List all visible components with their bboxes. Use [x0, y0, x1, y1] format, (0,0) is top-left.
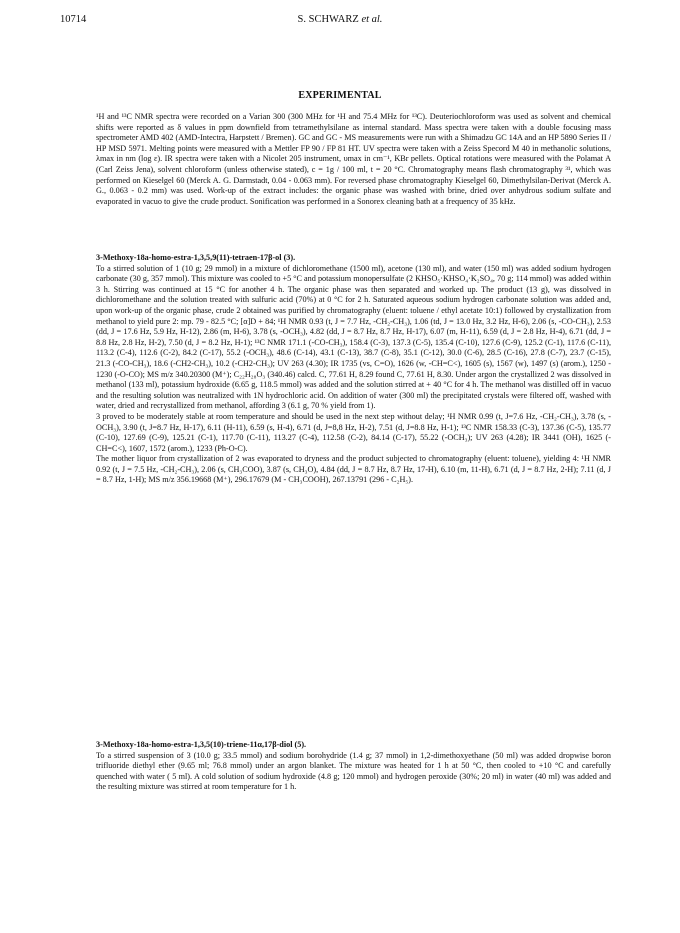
- page-number: 10714: [60, 14, 87, 25]
- running-title: [60, 14, 620, 25]
- compound-3-section: [96, 253, 611, 486]
- running-etal: et al.: [361, 14, 383, 25]
- compound-4-description: The mother liquor from crystallization of 2 was evaporated to dryness and the product subjected to chromatography (eluent: toluene), yielding 4: ¹H NMR 0.92 (t, J = 7.5 Hz, -CH₂-CH₃), 2.06 (s, CH₃COO), 3.87 (s, CH₃O), 4.84 (dd, J = 8.7 Hz, 8.7 Hz, 17-H), 6.10 (m, 11-H), 6.71 (d, J = 8.7 Hz, 2-H); 7.11 (d, J = 8.7 Hz, 1-H); MS m/z 356.19668 (M⁺), 296.17679 (M - CH₃COOH), 267.13791 (296 - C₂H₅).: [96, 454, 611, 485]
- intro-text: ¹H and ¹³C NMR spectra were recorded on a Varian 300 (300 MHz for ¹H and 75.4 MHz for ¹³C). Deuteriochloroform was used as solvent and chemical shifts were reported as δ values in ppm downfield from tetramethylsilane as internal standard. Mass spectra were taken with a double focusing mass spectrometer AMD 402 (AMD-Intectra, Harpstett / Bremen). GC and GC - MS measurements were run with a Shimadzu GC 14A and an HP 5890 Series II / HP MSD 5971. Melting points were measured with a Mettler FP 90 / FP 81 HT. UV spectra were taken with a Zeiss Specord M 40 in methanolic solutions, λmax in nm (log ε). IR spectra were taken with a Nicolet 205 instrument, υmax in cm⁻¹, KBr pellets. Optical rotations were measured with the Polamat A (Carl Zeiss Jena), solvent chloroform (unless otherwise stated), c = 1g / 100 ml, t = 20 °C. Chromatography means flash chromatography ³¹, which was performed on Kieselgel 60 (Merck A. G. Darmstadt, 0.04 - 0.063 mm). For reversed phase chromatography Kieselgel 60, Dimethylsilan-Derivat (Merck A. G., 0.063 - 0.2 mm) was used. Work-up of the extract includes: the organic phase was washed with brine, dried over anhydrous sodium sulfate and evaporated in vacuo to give the crude product. Sonification was performed in a Sonorex cleaning bath at a frequency of 35 kHz.: [96, 112, 611, 206]
- compound-5-section: [96, 740, 611, 793]
- intro-paragraph: [96, 112, 611, 207]
- compound-3-procedure: To a stirred solution of 1 (10 g; 29 mmol) in a mixture of dichloromethane (1500 ml), acetone (130 ml), and water (150 ml) was added sodium hydrogen carbonate (30 g, 357 mmol). This mixture was cooled to +5 °C and potassium monopersulfate (2 KHSO₅·KHSO₄·K₂SO₄, 70 g; 114 mmol) was added within 3 h. Stirring was continued at 15 °C for another 4 h. The organic phase was then separated and worked up. The product (13 g), was dissolved in dichloromethane and the solution treated with sulfuric acid (70%) at 0 °C for 2 h. Saturated aqueous sodium hydrogen carbonate solution was added and, upon work-up of the organic phase, crude 2 obtained was purified by chromatography (eluent: toluene / ethyl acetate 10:1) followed by crystallization from methanol to yield pure 2: mp. 79 - 82.5 °C; [α]D + 84; ¹H NMR 0.93 (t, J = 7.7 Hz, -CH₂-CH₃), 1.06 (td, J = 13.0 Hz, 3.2 Hz, H-6), 2.06 (s, -CO-CH₃), 2.53 (dd, J = 17.6 Hz, 5.9 Hz, H-12), 2.86 (m, H-6), 3.78 (s, -OCH₃), 4.82 (dd, J = 8.7 Hz, 8.7 Hz, H-17), 6.07 (m, H-11), 6.59 (d, J = 2.8 Hz, H-4), 6.71 (dd, J = 8.8 Hz, 2.8 Hz, H-2), 7.50 (d, J = 8.2 Hz, H-1); ¹³C NMR 171.1 (-CO-CH₃), 158.4 (C-3), 137.3 (C-5), 135.4 (C-10), 127.6 (C-9), 125.2 (C-1), 117.6 (C-11), 113.2 (C-4), 112.6 (C-2), 84.2 (C-17), 55.2 (-OCH₃), 48.6 (C-14), 43.1 (C-13), 38.7 (C-8), 35.1 (C-12), 30.0 (C-6), 28.5 (C-16), 27.8 (C-7), 23.7 (C-15), 21.3 (-CO-CH₃), 18.6 (-CH2-CH₃), 10.2 (-CH2-CH₃); UV 263 (4.30); IR 1735 (vs, C=O), 1626 (w, -CH=C<), 1605 (s), 1567 (w), 1497 (s) (arom.), 1250 - 1230 (-O-CO); MS m/z 340.20300 (M⁺); C₂₂H₂₈O₃ (340.46) calcd. C, 77.61 H, 8.29 found C, 77.61 H, 8.30. Under argon the crystallized 2 was dissolved in methanol (133 ml), potassium hydroxide (6.65 g, 118.5 mmol) was added and the solution stirred at + 40 °C for 4 h. The methanol was distilled off in vacuo and the resulting solution was neutralized with 1N hydrochloric acid. On addition of water (300 ml) the precipitated crystals were filtered off, washed with water, dried and recrystallized from methanol, affording 3 (6.1 g, 70 % yield from 1).: [96, 263, 611, 411]
- section-title: EXPERIMENTAL: [298, 90, 382, 101]
- running-authors: S. SCHWARZ: [297, 14, 359, 25]
- page-header: [60, 14, 620, 30]
- compound-5-procedure: To a stirred suspension of 3 (10.0 g; 33.5 mmol) and sodium borohydride (1.4 g; 37 mmol) in 1,2-dimethoxyethane (50 ml) was added dropwise boron trifluoride diethyl ether (9.65 ml; 76.8 mmol) under an argon blanket. The mixture was heated for 1 h at 50 °C, then cooled to +10 °C and carefully quenched with water ( 5 ml). A cold solution of sodium hydroxide (4.8 g; 120 mmol) and hydrogen peroxide (30%; 20 ml) in water (40 ml) was added and the resulting mixture was stirred at room temperature for 1 h.: [96, 750, 611, 792]
- compound-3-properties: 3 proved to be moderately stable at room temperature and should be used in the next step without delay; ¹H NMR 0.99 (t, J=7.6 Hz, -CH₂-CH₃), 3.78 (s, -OCH₃), 3.90 (t, J=8.7 Hz, H-17), 6.11 (H-11), 6.59 (s, H-4), 6.71 (d, J=8,8 Hz, H-2), 7.51 (d, J=8.8 Hz, H-1); ¹³C NMR 158.33 (C-3), 137.36 (C-5), 135.77 (C-10), 127.69 (C-9), 125.21 (C-1), 117.70 (C-11), 113.27 (C-4), 112.58 (C-2), 84.14 (C-17), 55.22 (-OCH₃); UV 263 (4.28); IR 3441 (OH), 1625 (-CH=C<), 1607, 1572 (arom.), 1233 (Ph-O-C).: [96, 411, 611, 453]
- compound-5-heading: 3-Methoxy-18a-homo-estra-1,3,5(10)-triene-11α,17β-diol (5).: [96, 740, 307, 749]
- compound-3-heading: 3-Methoxy-18a-homo-estra-1,3,5,9(11)-tetraen-17β-ol (3).: [96, 253, 296, 262]
